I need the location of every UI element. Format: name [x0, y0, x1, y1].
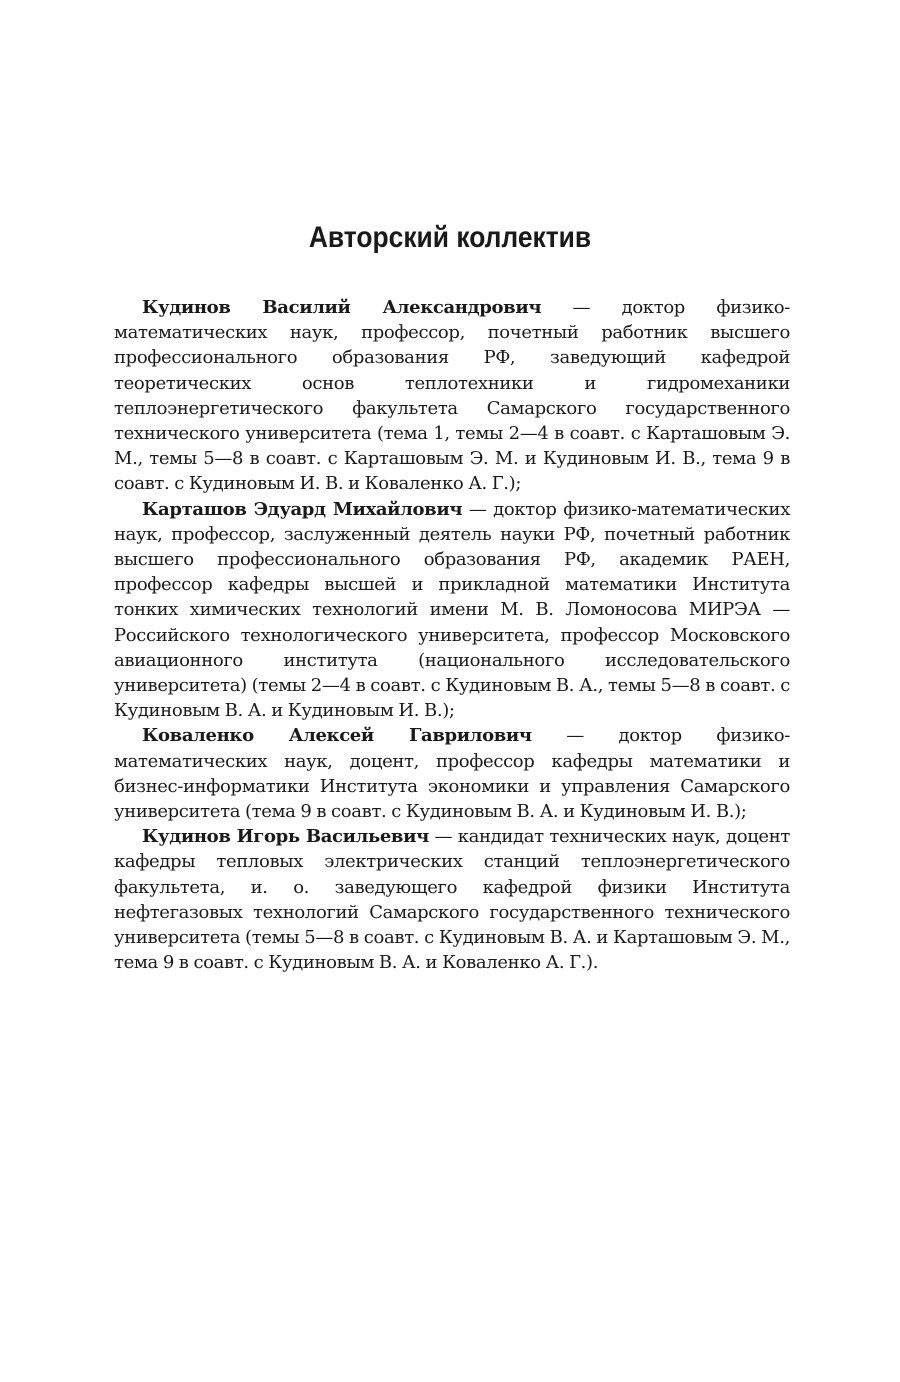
- author-name: Кудинов Игорь Васильевич: [142, 826, 429, 848]
- author-entry: [114, 497, 790, 724]
- author-entry: [114, 723, 790, 824]
- author-entry: [114, 295, 790, 497]
- author-name: Кудинов Василий Александрович: [142, 297, 542, 318]
- author-name: Карташов Эдуард Михайлович: [142, 498, 463, 520]
- author-name: Коваленко Алексей Гаврилович: [142, 725, 532, 747]
- page-title: Авторский коллектив: [308, 221, 592, 254]
- author-description: — кандидат технических наук, доцент кафедры тепловых электрических станций теплоэнергетического факультета, и. о. заведующего кафедрой физики Института нефтегазовых технологий Самарского государственного технического университета (темы 5—8 в соавт. с Кудиновым В. А. и Карташовым Э. М., тема 9 в соавт. с Кудиновым В. А. и Коваленко А. Г.).: [114, 826, 790, 974]
- author-description: — доктор физико-математических наук, профессор, почетный работник высшего профессионального образования РФ, заведующий кафедрой теоретических основ теплотехники и гидромеханики теплоэнергетического факультета Самарского государственного технического университета (тема 1, темы 2—4 в соавт. с Карташовым Э. М., темы 5—8 в соавт. с Карташовым Э. М. и Кудиновым И. В., тема 9 в соавт. с Кудиновым И. В. и Коваленко А. Г.);: [114, 297, 790, 495]
- author-description: — доктор физико-математических наук, профессор, заслуженный деятель науки РФ, почетный работник высшего профессионального образования РФ, академик РАЕН, профессор кафедры высшей и прикладной математики Института тонких химических технологий имени М. В. Ломоносова МИРЭА — Российского технологического университета, профессор Московского авиационного института (национального исследовательского университета) (темы 2—4 в соавт. с Кудиновым В. А., темы 5—8 в соавт. с Кудиновым В. А. и Кудиновым И. В.);: [114, 498, 790, 722]
- author-entry: [114, 824, 790, 975]
- authors-list: [114, 295, 790, 975]
- author-description: — доктор физико-математических наук, доцент, профессор кафедры математики и бизнес-информатики Института экономики и управления Самарского университета (тема 9 в соавт. с Кудиновым В. А. и Кудиновым И. В.);: [114, 725, 790, 823]
